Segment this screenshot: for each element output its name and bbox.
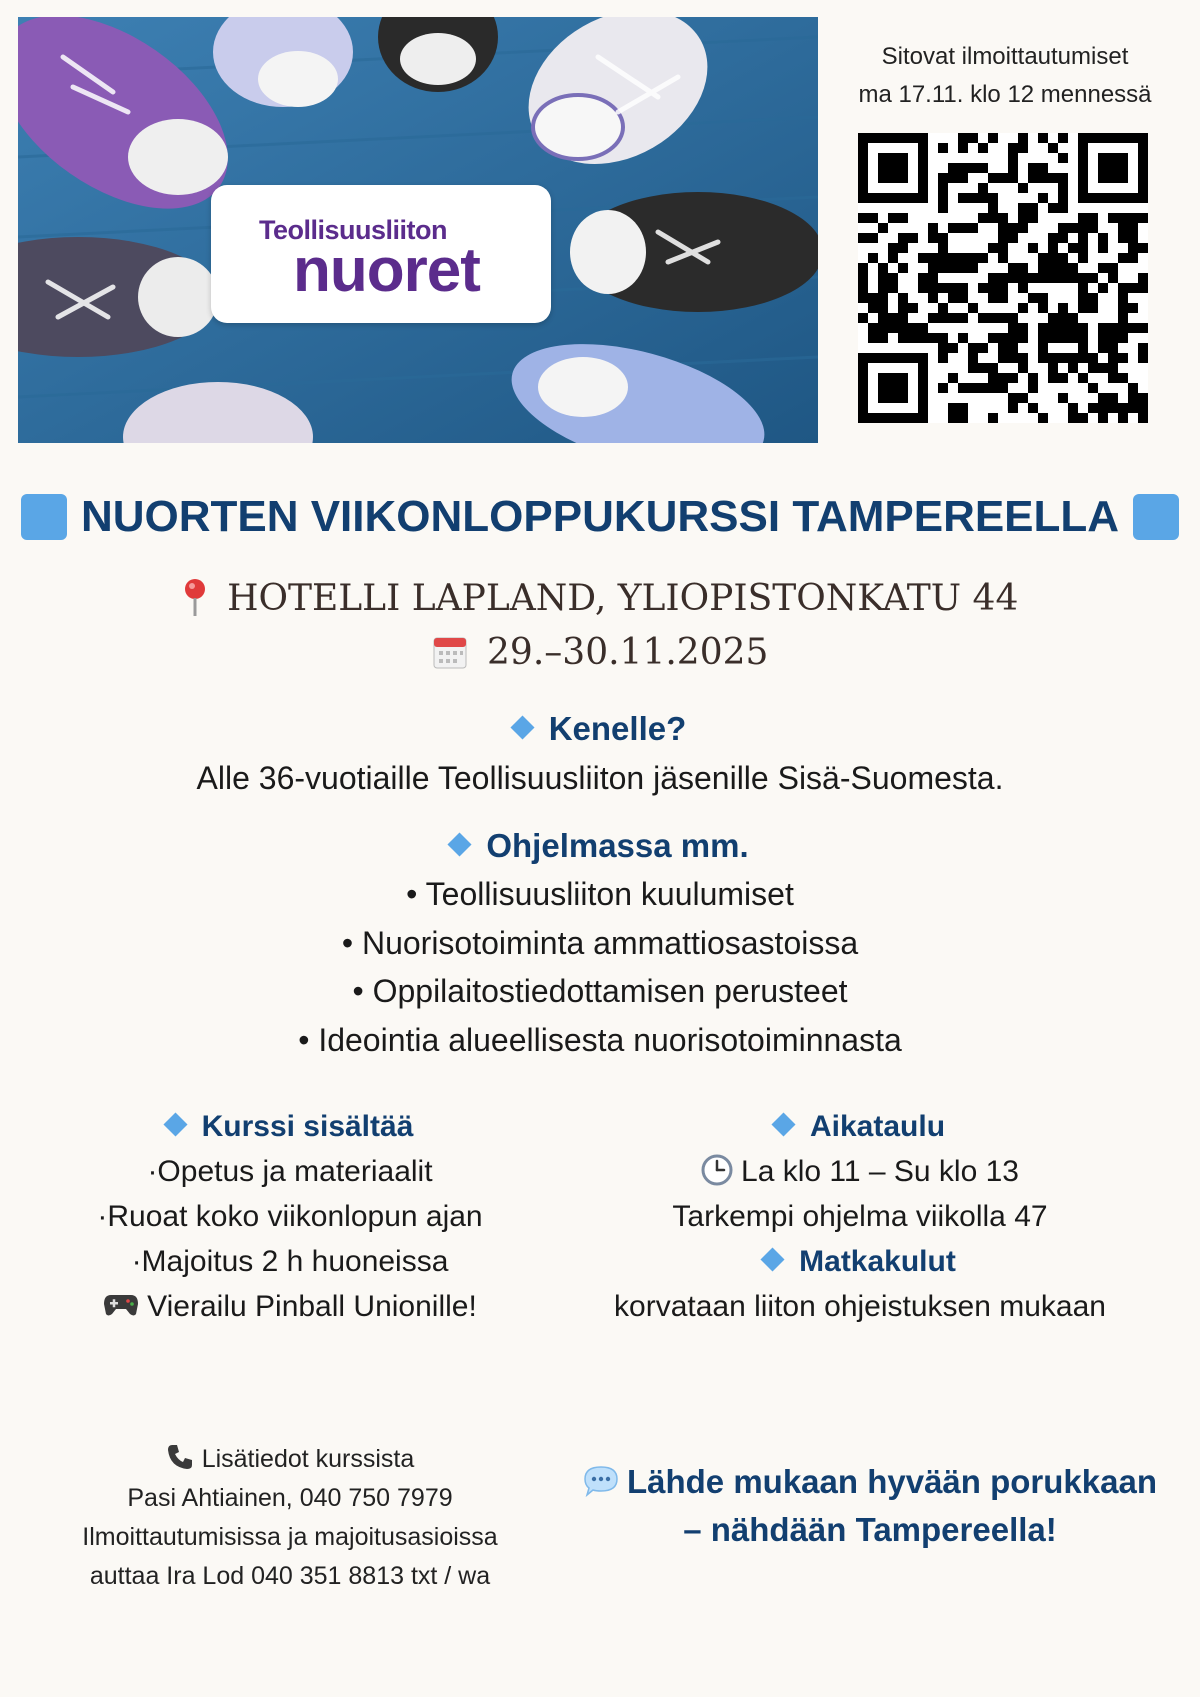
clock-icon xyxy=(701,1154,733,1186)
course-item: ·Majoitus 2 h huoneissa xyxy=(131,1245,449,1278)
qr-code-pattern xyxy=(858,133,1148,423)
blue-square-icon xyxy=(1133,494,1179,540)
hero-image xyxy=(18,17,818,443)
travel-heading xyxy=(580,1239,1140,1284)
venue xyxy=(0,578,1200,621)
diamond-icon xyxy=(163,1112,187,1136)
schedule-time-text: La klo 11 – Su klo 13 xyxy=(741,1155,1019,1188)
program-item: • Nuorisotoiminta ammattiosastoissa xyxy=(341,925,859,961)
closing-line2: – nähdään Tampereella! xyxy=(683,1511,1057,1548)
travel-heading-text: Matkakulut xyxy=(799,1245,956,1278)
schedule-heading xyxy=(580,1104,1140,1149)
who-text: Alle 36-vuotiaille Teollisuusliiton jäsenille Sisä-Suomesta. xyxy=(196,760,1004,796)
dates xyxy=(0,632,1200,673)
program-item: • Oppilaitostiedottamisen perusteet xyxy=(352,973,848,1009)
phone-icon xyxy=(166,1443,194,1471)
calendar-icon xyxy=(432,634,468,670)
diamond-icon xyxy=(761,1247,785,1271)
program-item: • Teollisuusliiton kuulumiset xyxy=(406,876,794,912)
course-heading-text: Kurssi sisältää xyxy=(201,1110,414,1143)
registration-line1: Sitovat ilmoittautumiset xyxy=(881,43,1129,70)
course-item-text: Vierailu Pinball Unionille! xyxy=(147,1290,477,1323)
who-heading xyxy=(0,710,1200,748)
speech-bubble-icon xyxy=(583,1465,619,1497)
venue-text: HOTELLI LAPLAND, YLIOPISTONKATU 44 xyxy=(227,578,1019,619)
contact-line1 xyxy=(40,1440,540,1479)
qr-code[interactable] xyxy=(858,133,1148,423)
program-heading xyxy=(0,827,1200,865)
contact-line1-text: Lisätiedot kurssista xyxy=(201,1445,415,1473)
logo xyxy=(211,185,551,323)
logo-line2: nuoret xyxy=(293,236,480,305)
course-section xyxy=(40,1104,540,1329)
gamepad-icon xyxy=(103,1292,139,1318)
contact-line4: auttaa Ira Lod 040 351 8813 txt / wa xyxy=(89,1562,491,1590)
pin-icon xyxy=(182,578,208,618)
registration-deadline xyxy=(840,38,1170,114)
registration-line2: ma 17.11. klo 12 mennessä xyxy=(858,81,1152,108)
diamond-icon xyxy=(771,1112,795,1136)
closing-message xyxy=(570,1458,1170,1554)
contact-line2: Pasi Ahtiainen, 040 750 7979 xyxy=(127,1484,453,1512)
diamond-icon xyxy=(510,715,534,739)
schedule-detail: Tarkempi ohjelma viikolla 47 xyxy=(672,1200,1048,1233)
logo-line1: Teollisuusliiton xyxy=(259,215,448,245)
travel-text: korvataan liiton ohjeistuksen mukaan xyxy=(614,1290,1106,1323)
program-item: • Ideointia alueellisesta nuorisotoiminnasta xyxy=(298,1022,902,1058)
who-heading-text: Kenelle? xyxy=(548,710,687,747)
blue-square-icon xyxy=(21,494,67,540)
dates-text: 29.–30.11.2025 xyxy=(487,632,769,673)
diamond-icon xyxy=(448,832,472,856)
closing-line1-text: Lähde mukaan hyvään porukkaan xyxy=(626,1463,1157,1500)
course-item: ·Opetus ja materiaalit xyxy=(147,1155,433,1188)
schedule-heading-text: Aikataulu xyxy=(809,1110,946,1143)
course-item-pinball xyxy=(40,1284,540,1329)
closing-line1 xyxy=(570,1458,1170,1506)
course-heading xyxy=(40,1104,540,1149)
schedule-section xyxy=(580,1104,1140,1329)
program-heading-text: Ohjelmassa mm. xyxy=(486,827,749,864)
course-item: ·Ruoat koko viikonlopun ajan xyxy=(97,1200,483,1233)
page-title xyxy=(20,490,1180,544)
schedule-time xyxy=(580,1149,1140,1194)
contact-info xyxy=(40,1440,540,1596)
title-text: NUORTEN VIIKONLOPPUKURSSI TAMPEREELLA xyxy=(80,492,1120,541)
contact-line3: Ilmoittautumisissa ja majoitusasioissa xyxy=(82,1523,498,1551)
